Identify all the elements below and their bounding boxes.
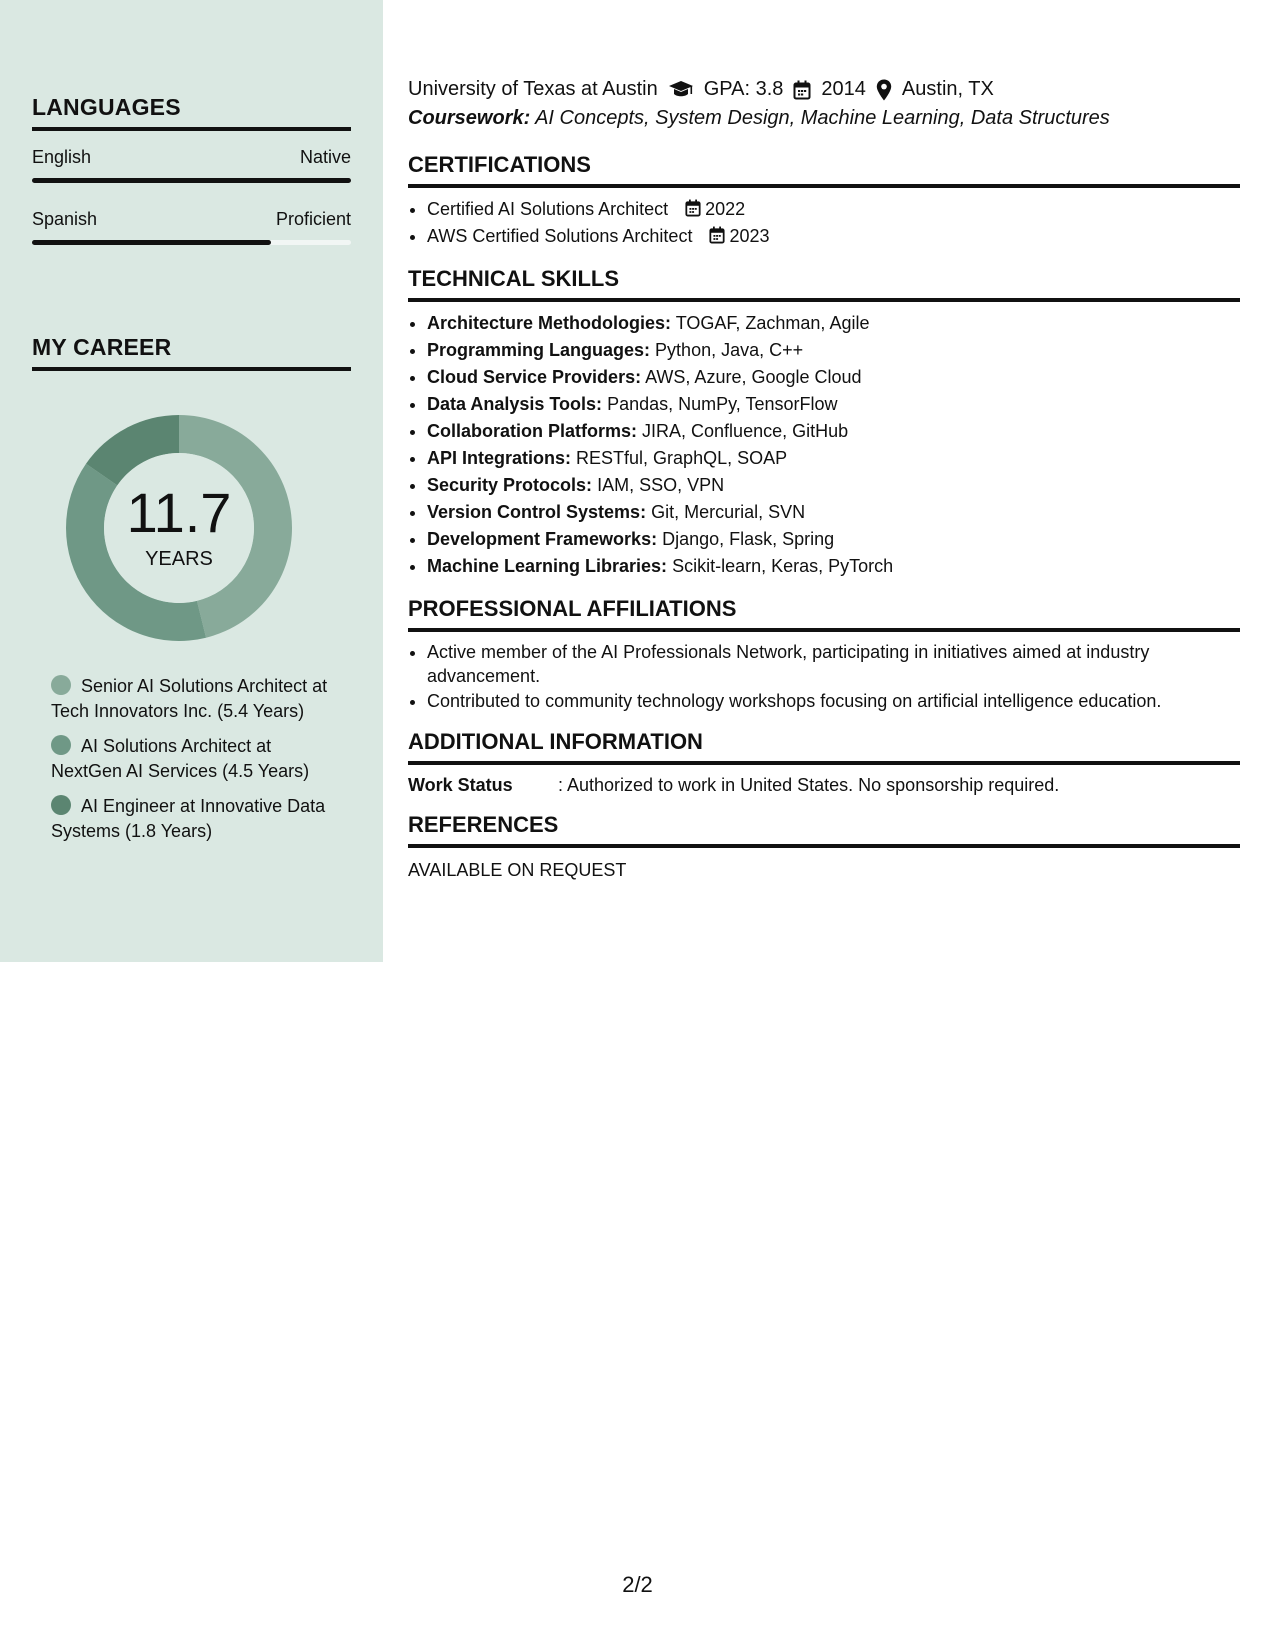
career-total-years: 11.7 (126, 481, 232, 544)
skill-item (427, 472, 1240, 499)
skill-item (427, 499, 1240, 526)
career-legend-item (51, 674, 331, 724)
skill-label: Development Frameworks: (427, 529, 658, 549)
certifications-section (408, 152, 1240, 250)
career-legend (51, 674, 331, 854)
page-number: 2/2 (622, 1572, 653, 1597)
languages-heading: LANGUAGES (32, 94, 351, 131)
legend-dot-icon (51, 735, 71, 755)
language-proficiency-fill (32, 240, 271, 245)
certification-year: 2022 (705, 199, 746, 219)
career-years-unit: YEARS (145, 548, 213, 570)
skill-label: Version Control Systems: (427, 502, 647, 522)
skill-item (427, 418, 1240, 445)
main-content (408, 78, 1240, 881)
technical-skills-heading: TECHNICAL SKILLS (408, 266, 1240, 302)
references-text: AVAILABLE ON REQUEST (408, 860, 627, 880)
affiliation-item: • Contributed to community technology workshops focusing on artificial intelligence education. (427, 688, 1240, 715)
map-pin-icon (876, 79, 892, 101)
language-level: Proficient (275, 209, 351, 229)
languages-section (32, 94, 351, 245)
language-name: English (32, 147, 92, 167)
skill-item (427, 337, 1240, 364)
skill-label: Machine Learning Libraries: (427, 556, 668, 576)
coursework-label: Coursework: (408, 107, 531, 129)
skill-value: AWS, Azure, Google Cloud (645, 367, 862, 387)
affiliation-item: • Active member of the AI Professionals Network, participating in initiatives aimed at industry advancement. (427, 640, 1240, 688)
language-proficiency-bar (32, 240, 351, 245)
calendar-icon (793, 80, 811, 100)
skill-value: Scikit-learn, Keras, PyTorch (672, 556, 894, 576)
legend-dot-icon (51, 675, 71, 695)
skill-label: API Integrations: (427, 448, 572, 468)
gpa: GPA: 3.8 (703, 78, 784, 100)
skill-label: Cloud Service Providers: (427, 367, 642, 387)
career-legend-label: AI Solutions Architect at NextGen AI Services (4.5 Years) (51, 736, 310, 781)
certification-name: Certified AI Solutions Architect (427, 199, 669, 219)
calendar-icon (709, 226, 725, 244)
language-item (32, 147, 351, 183)
education-section (408, 78, 1240, 130)
skill-value: Git, Mercurial, SVN (651, 502, 806, 522)
work-status-value: : Authorized to work in United States. No sponsorship required. (558, 775, 1060, 795)
skill-label: Security Protocols: (427, 475, 593, 495)
additional-info-section (408, 729, 1240, 796)
career-legend-item (51, 794, 331, 844)
affiliations-list (408, 640, 1240, 715)
sidebar (0, 0, 383, 962)
career-legend-label: AI Engineer at Innovative Data Systems (1.8 Years) (51, 796, 326, 841)
certifications-heading: CERTIFICATIONS (408, 152, 1240, 188)
references-section (408, 812, 1240, 881)
technical-skills-list (408, 310, 1240, 580)
skill-label: Programming Languages: (427, 340, 651, 360)
affiliations-heading: PROFESSIONAL AFFILIATIONS (408, 596, 1240, 632)
skill-value: TOGAF, Zachman, Agile (675, 313, 870, 333)
affiliations-section (408, 596, 1240, 715)
skill-value: RESTful, GraphQL, SOAP (576, 448, 788, 468)
school-name: University of Texas at Austin (408, 78, 658, 100)
work-status-label: Work Status (408, 775, 513, 795)
legend-dot-icon (51, 795, 71, 815)
language-name: Spanish (32, 209, 98, 229)
skill-item (427, 310, 1240, 337)
language-item (32, 209, 351, 245)
work-status-row (408, 775, 1240, 796)
additional-info-heading: ADDITIONAL INFORMATION (408, 729, 1240, 765)
skill-value: JIRA, Confluence, GitHub (642, 421, 849, 441)
skill-item (427, 364, 1240, 391)
education-line (408, 78, 1240, 101)
graduation-cap-icon (668, 80, 694, 100)
language-proficiency-fill (32, 178, 351, 183)
language-level: Native (299, 147, 351, 167)
skill-value: Pandas, NumPy, TensorFlow (607, 394, 838, 414)
career-donut-chart (66, 415, 292, 641)
career-heading: MY CAREER (32, 334, 351, 371)
skill-item (427, 391, 1240, 418)
skill-item (427, 445, 1240, 472)
coursework (408, 107, 1240, 130)
graduation-year: 2014 (821, 78, 866, 100)
certifications-list (408, 196, 1240, 250)
certification-item (427, 196, 1240, 223)
skill-label: Data Analysis Tools: (427, 394, 603, 414)
language-proficiency-bar (32, 178, 351, 183)
location: Austin, TX (901, 78, 994, 100)
career-section (32, 334, 351, 371)
career-legend-label: Senior AI Solutions Architect at Tech Innovators Inc. (5.4 Years) (51, 676, 328, 721)
certification-item (427, 223, 1240, 250)
career-legend-item (51, 734, 331, 784)
coursework-list: AI Concepts, System Design, Machine Learning, Data Structures (535, 107, 1110, 129)
calendar-icon (685, 199, 701, 217)
skill-item (427, 553, 1240, 580)
skill-item (427, 526, 1240, 553)
certification-year: 2023 (729, 226, 770, 246)
skill-value: Python, Java, C++ (655, 340, 804, 360)
skill-value: Django, Flask, Spring (662, 529, 835, 549)
references-heading: REFERENCES (408, 812, 1240, 848)
skill-label: Architecture Methodologies: (427, 313, 672, 333)
technical-skills-section (408, 266, 1240, 580)
skill-label: Collaboration Platforms: (427, 421, 638, 441)
certification-name: AWS Certified Solutions Architect (427, 226, 693, 246)
skill-value: IAM, SSO, VPN (597, 475, 725, 495)
